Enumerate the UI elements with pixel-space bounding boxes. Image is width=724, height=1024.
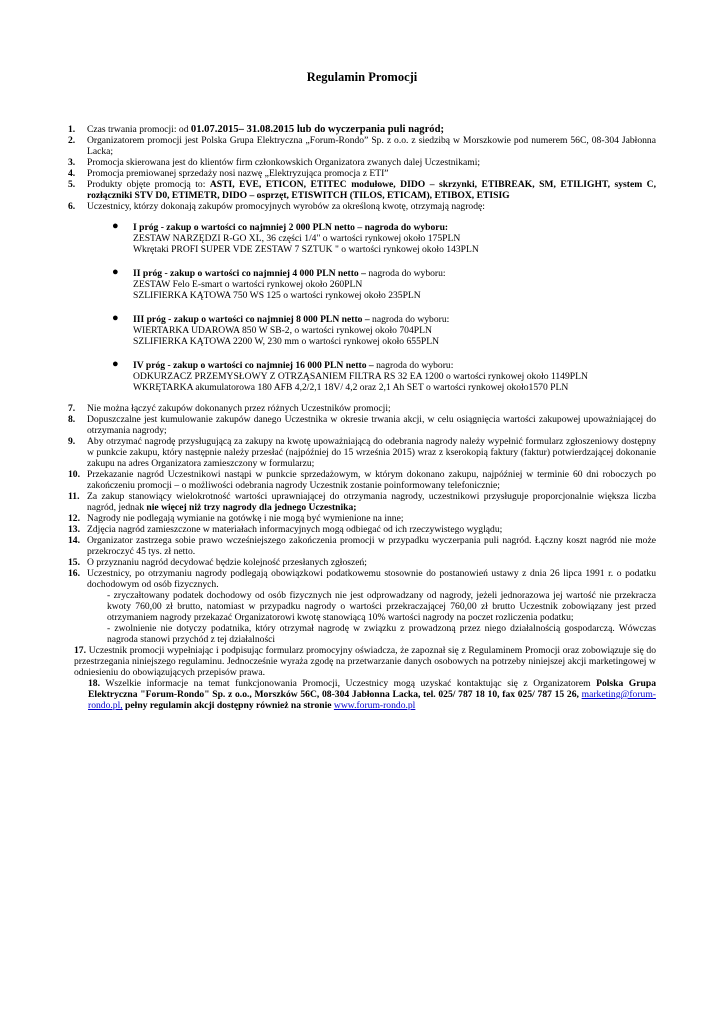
rule-number: 18.	[88, 678, 100, 689]
rule-text: Promocja premiowanej sprzedaży nosi nazwę „Elektryzująca promocja z ETI”	[87, 168, 389, 179]
prize-tier-1	[87, 222, 656, 255]
rule-14	[68, 535, 656, 557]
rule-6	[68, 201, 656, 393]
bullet-icon: ●	[112, 358, 119, 370]
rule-text: O przyznaniu nagród decydować będzie kolejność przesłanych zgłoszeń;	[87, 557, 367, 568]
rule-bold-text: nie więcej niż trzy nagrody dla jednego Uczestnika;	[146, 502, 357, 513]
rule-15	[68, 557, 656, 568]
rule-number: 3.	[68, 157, 76, 168]
prize-tier-4	[87, 360, 656, 393]
tier-choice: nagroda do wyboru:	[372, 314, 450, 325]
tier-choice: nagroda do wyboru:	[368, 268, 446, 279]
rule-12	[68, 513, 656, 524]
rule-bold-text: 01.07.2015– 31.08.2015 lub do wyczerpania puli nagród;	[190, 124, 445, 135]
rule-bold-text: pełny regulamin akcji dostępny również na stronie	[122, 700, 334, 711]
prize-option: Wkrętaki PROFI SUPER VDE ZESTAW 7 SZTUK " o wartości rynkowej około 143PLN	[133, 244, 479, 255]
rule-number: 1.	[68, 124, 76, 135]
rule-number: 14.	[68, 535, 80, 546]
rule-10	[68, 469, 656, 491]
rule-bold-text: ASTI, EVE, ETICON, ETITEC modułowe, DIDO – skrzynki, ETIBREAK, SM, ETILIGHT, system C, rozłączniki STV D0, ETIMETR, DIDO – osprzęt, ETISWITCH (TILOS, ETICAM), ETIBOX, ETISIG	[87, 179, 656, 201]
bullet-icon: ●	[112, 220, 119, 232]
bullet-icon: ●	[112, 266, 119, 278]
email-link[interactable]: marketing@forum-rondo.pl,	[88, 689, 656, 711]
rule-text: Produkty objęte promocją to:	[87, 179, 210, 190]
rules-list	[68, 124, 656, 645]
rule-text: Zdjęcia nagród zamieszczone w materiałach informacyjnych mogą odbiegać od ich rzeczywistego wyglądu;	[87, 524, 503, 535]
rule-17	[68, 645, 656, 678]
prize-option: ZESTAW Felo E-smart o wartości rynkowej około 260PLN	[133, 279, 363, 290]
tax-note: - zryczałtowany podatek dochodowy od osób fizycznych nie jest odprowadzany od nagrody, jeżeli jednorazowa jej wartość nie przekracza kwoty 760,00 zł brutto, natomiast w przypadku nagrody o wartości przekraczającej 760,00 zł brutto Uczestnik zobowiązany jest przed otrzymaniem nagrody przekazać Organizatorowi kwotę stanowiącą 10% wartości nagrody na poczet rozliczenia podatku;	[107, 590, 656, 623]
prize-option: ZESTAW NARZĘDZI R-GO XL, 36 części 1/4" o wartości rynkowej około 175PLN	[133, 233, 461, 244]
rule-text: Uczestnicy, którzy dokonają zakupów promocyjnych wyrobów za określoną kwotę, otrzymają nagrodę:	[87, 201, 485, 212]
rule-number: 5.	[68, 179, 76, 190]
rule-number: 15.	[68, 557, 80, 568]
tax-note: - zwolnienie nie dotyczy podatnika, który otrzymał nagrodę w związku z prowadzoną przez niego działalnością gospodarczą. Wówczas nagroda stanowi przychód z tej działalności	[107, 623, 656, 645]
rule-text: Czas trwania promocji: od	[87, 124, 191, 135]
rule-text: Promocja skierowana jest do klientów firm członkowskich Organizatora zwanych dalej Uczestnikami;	[87, 157, 481, 168]
rule-16	[68, 568, 656, 645]
rule-text: Dopuszczalne jest kumulowanie zakupów danego Uczestnika w okresie trwania akcji, w celu osiągnięcia wartości zakupowej upoważniającej do otrzymania nagrody;	[87, 414, 656, 436]
closing-rules	[68, 645, 656, 711]
rule-number: 11.	[68, 491, 80, 502]
rule-7	[68, 403, 656, 414]
rule-text: Nie można łączyć zakupów dokonanych przez różnych Uczestników promocji;	[87, 403, 391, 414]
rule-number: 13.	[68, 524, 80, 535]
rule-9	[68, 436, 656, 469]
prize-option: SZLIFIERKA KĄTOWA 750 WS 125 o wartości rynkowej około 235PLN	[133, 290, 421, 301]
tier-title: III próg - zakup o wartości co najmniej 8 000 PLN netto –	[133, 314, 373, 325]
rule-18	[68, 678, 656, 711]
tax-notes	[87, 590, 656, 645]
rule-5	[68, 179, 656, 201]
prize-option: WIERTARKA UDAROWA 850 W SB-2, o wartości rynkowej około 704PLN	[133, 325, 432, 336]
prize-option: ODKURZACZ PRZEMYSŁOWY Z OTRZĄSANIEM FILTRA RS 32 EA 1200 o wartości rynkowej około 1149PLN	[133, 371, 588, 382]
bullet-icon: ●	[112, 312, 119, 324]
tier-title: IV próg - zakup o wartości co najmniej 16 000 PLN netto –	[133, 360, 377, 371]
rule-text: Organizatorem promocji jest Polska Grupa Elektryczna „Forum-Rondo” Sp. z o.o. z siedzibą w Morszkowie pod numerem 56C, 08-304 Jabłonna Lacka;	[87, 135, 656, 157]
tier-choice: nagroda do wyboru:	[364, 222, 449, 233]
rules-content	[68, 124, 656, 711]
rule-number: 8.	[68, 414, 76, 425]
prize-option: WKRĘTARKA akumulatorowa 180 AFB 4,2/2,1 18V/ 4,2 oraz 2,1 Ah SET o wartości rynkowej około1570 PLN	[133, 382, 569, 393]
rule-text: Organizator zastrzega sobie prawo wcześniejszego zakończenia promocji w przypadku wyczerpania puli nagród. Łączny koszt nagród nie może przekroczyć 45 tys. zł netto.	[87, 535, 656, 557]
rule-text: Za zakup stanowiący wielokrotność wartości uprawniającej do otrzymania nagrody, uczestnikowi przysługuje proporcjonalnie większa liczba nagród, jednak	[87, 491, 656, 513]
prize-option: SZLIFIERKA KĄTOWA 2200 W, 230 mm o wartości rynkowej około 655PLN	[133, 336, 440, 347]
rule-number: 7.	[68, 403, 76, 414]
rule-number: 16.	[68, 568, 80, 579]
rule-3	[68, 157, 656, 168]
rule-text: Uczestnik promocji wypełniając i podpisując formularz promocyjny oświadcza, że zapoznał się z Regulaminem Promocji oraz zobowiązuje się do przestrzegania niniejszego regulaminu. Jednocześnie wyraża zgodę na przetwarzanie danych osobowych na potrzeby niniejszej akcji marketingowej w odniesieniu do obowiązujących przepisów prawa.	[74, 645, 657, 678]
rule-number: 17.	[74, 645, 86, 656]
prize-tier-2	[87, 268, 656, 301]
rule-2	[68, 135, 656, 157]
rule-1	[68, 124, 656, 135]
prize-tier-3	[87, 314, 656, 347]
rule-13	[68, 524, 656, 535]
rule-11	[68, 491, 656, 513]
rule-number: 10.	[68, 469, 80, 480]
rule-text: Uczestnicy, po otrzymaniu nagrody podlegają obowiązkowi podatkowemu stosownie do postanowień ustawy z dnia 26 lipca 1991 r. o podatku dochodowym od osób fizycznych.	[87, 568, 656, 590]
rule-text: Przekazanie nagród Uczestnikowi nastąpi w punkcie sprzedażowym, w którym dokonano zakupu, najpóźniej w terminie 60 dni roboczych po zakończeniu promocji – o możliwości odebrania nagrody Uczestnik zostanie poinformowany telefonicznie;	[87, 469, 656, 491]
rule-number: 6.	[68, 201, 76, 212]
rule-4	[68, 168, 656, 179]
rule-8	[68, 414, 656, 436]
website-link[interactable]: www.forum-rondo.pl	[333, 700, 416, 711]
prize-tier-list	[87, 222, 656, 393]
rule-text: Wszelkie informacje na temat funkcjonowania Promocji, Uczestnicy mogą uzyskać kontaktując się z Organizatorem	[105, 678, 597, 689]
rule-number: 12.	[68, 513, 80, 524]
tier-title: II próg - zakup o wartości co najmniej 4 000 PLN netto –	[133, 268, 369, 279]
contact-details: Polska Grupa Elektryczna "Forum-Rondo" Sp. z o.o., Morszków 56C, 08-304 Jabłonna Lacka, tel. 025/ 787 18 10, fax 025/ 787 15 26,	[88, 678, 656, 700]
tier-choice: nagroda do wyboru:	[376, 360, 454, 371]
rule-number: 9.	[68, 436, 76, 447]
rule-text: Aby otrzymać nagrodę przysługującą za zakupy na kwotę upoważniającą do odebrania nagrody należy wypełnić formularz zgłoszeniowy dostępny w punkcie zakupu, który następnie należy przesłać (najpóźniej do 15 września 2015) wraz z kserokopią faktury (faktur) potwierdzającej dokonanie zakupu na adres Organizatora zamieszczony w formularzu;	[87, 436, 656, 469]
rule-number: 4.	[68, 168, 76, 179]
document-title: Regulamin Promocji	[306, 70, 418, 84]
tier-title: I próg - zakup o wartości co najmniej 2 000 PLN netto –	[133, 222, 365, 233]
rule-text: Nagrody nie podlegają wymianie na gotówkę i nie mogą być wymienione na inne;	[87, 513, 404, 524]
rule-number: 2.	[68, 135, 76, 146]
